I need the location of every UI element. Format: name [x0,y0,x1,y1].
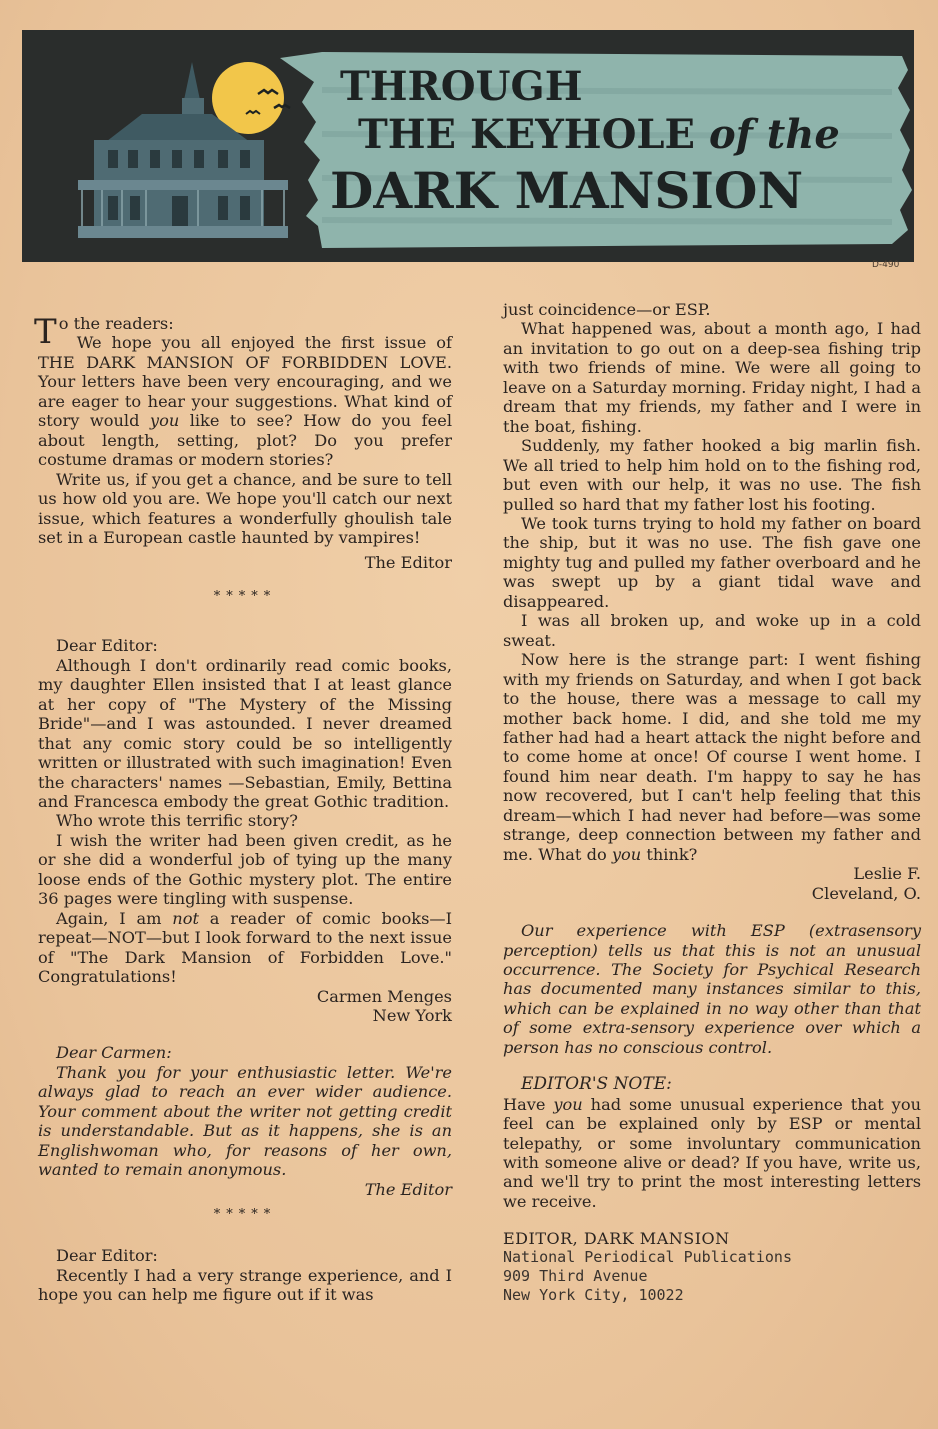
banner-title-line2: THE KEYHOLE of the [358,111,840,158]
editors-note-paragraph: Have you had some unusual experience that you feel can be explained only by ESP or mental telepathy, or some involuntary communication with someone alive or dead? If you have, write us, and we'll try to print the most interesting letters we receive. [503,1094,921,1211]
right-column [503,300,921,1305]
banner-art [22,30,914,262]
banner-title-line3: DARK MANSION [330,161,804,220]
intro-paragraph-2: Write us, if you get a chance, and be sure to tell us how old you are. We hope you'll catch our next issue, which features a wonderfully ghoulish tale set in a European castle haunted by vampires! [38,469,452,547]
plate-code: D-490 [872,260,900,270]
letter2-paragraph-2: What happened was, about a month ago, I had an invitation to go out on a deep-sea fishing trip with two friends of mine. We were all going to leave on a Saturday morning. Friday night, I had a dream that my friends, my father and I were in the boat, fishing. [503,319,921,436]
letter1-paragraph-4: Again, I am not a reader of comic books—I repeat—NOT—but I look forward to the next issue of "The Dark Mansion of Forbidden Love." Congratulations! [38,908,452,987]
address-line-4: New York City, 10022 [503,1286,684,1305]
reply1-greeting: Dear Carmen: [56,1043,172,1063]
intro-paragraph-1: We hope you all enjoyed the first issue of THE DARK MANSION OF FORBIDDEN LOVE. Your letters have been very encouraging, and we are eager to hear your suggestions. What kind of story would you like to see? How do you feel about length, setting, plot? Do you prefer costume dramas or modern stories? [38,333,452,470]
letter1-paragraph-2: Who wrote this terrific story? [56,811,298,831]
intro-signature: The Editor [364,553,452,573]
banner-title-line1: THROUGH [340,63,583,110]
section-divider: ***** [213,588,277,604]
header-banner [22,30,914,262]
letter2-signature-place: Cleveland, O. [811,883,921,903]
letter1-paragraph-1: Although I don't ordinarily read comic books, my daughter Ellen insisted that I at least glance at her copy of "The Mystery of the Missing Bride"—and I was astounded. I never dreamed that any comic story could be so intelligently written or illustrated with such imagination! Even the characters' names —Sebastian, Emily, Bettina and Francesca embody the great Gothic tradition. [38,655,452,811]
drop-cap: T [34,312,57,352]
letter2-paragraph-4: We took turns trying to hold my father on board the ship, but it was no use. The fish gave one mighty tug and pulled my father overboard and he was swept up by a giant tidal wave and disappeared. [503,513,921,611]
letter2-paragraph-3: Suddenly, my father hooked a big marlin fish. We all tried to help him hold on to the fishing rod, but even with our help, it was no use. The fish pulled so hard that my father lost his footing. [503,436,921,514]
section-divider-2: ***** [213,1207,277,1223]
left-column [34,300,452,1305]
intro-greeting: To the readers: [34,312,174,352]
letter2-greeting: Dear Editor: [56,1246,158,1266]
letter1-signature-place: New York [372,1005,452,1025]
letter1-greeting: Dear Editor: [56,636,158,656]
address-line-3: 909 Third Avenue [503,1267,648,1286]
letter1-signature-name: Carmen Menges [316,986,452,1006]
letter1-paragraph-3: I wish the writer had been given credit, as he or she did a wonderful job of tying up the many loose ends of the Gothic mystery plot. The entire 36 pages were tingling with suspense. [38,830,452,909]
address-line-1: EDITOR, DARK MANSION [503,1229,730,1249]
letter2-signature-name: Leslie F. [853,864,921,884]
letter2-paragraph-6: Now here is the strange part: I went fishing with my friends on Saturday, and when I got back to the house, there was a message to call my mother back home. I did, and she told me my father had had a heart attack the night before and to come home at once! Of course I went home. I found him near death. I'm happy to say he has now recovered, but I can't help feeling that this dream—which I had never had before—was some strange, deep connection between my father and me. What do you think? [503,650,921,864]
reply1-signature: The Editor [364,1179,452,1199]
reply1-paragraph: Thank you for your enthusiastic letter. We're always glad to reach an ever wider audience. Your comment about the writer not getting credit is understandable. But as it happens, she is an Englishwoman who, for reasons of her own, wanted to remain anonymous. [38,1062,452,1180]
reply2-paragraph: Our experience with ESP (extrasensory perception) tells us that this is not an unusual occurrence. The Society for Psychical Research has documented many instances similar to this, which can be explained in no way other than that of some extra-sensory experience over which a person has no conscious control. [503,921,921,1057]
editors-note-heading: EDITOR'S NOTE: [521,1074,672,1095]
letter2-continuation: just coincidence—or ESP. [503,300,711,319]
mailing-address [503,1229,921,1305]
address-line-2: National Periodical Publications [503,1248,792,1267]
letter2-paragraph-1: Recently I had a very strange experience, and I hope you can help me figure out if it was [38,1265,452,1305]
letter2-paragraph-5: I was all broken up, and woke up in a cold sweat. [503,611,921,650]
